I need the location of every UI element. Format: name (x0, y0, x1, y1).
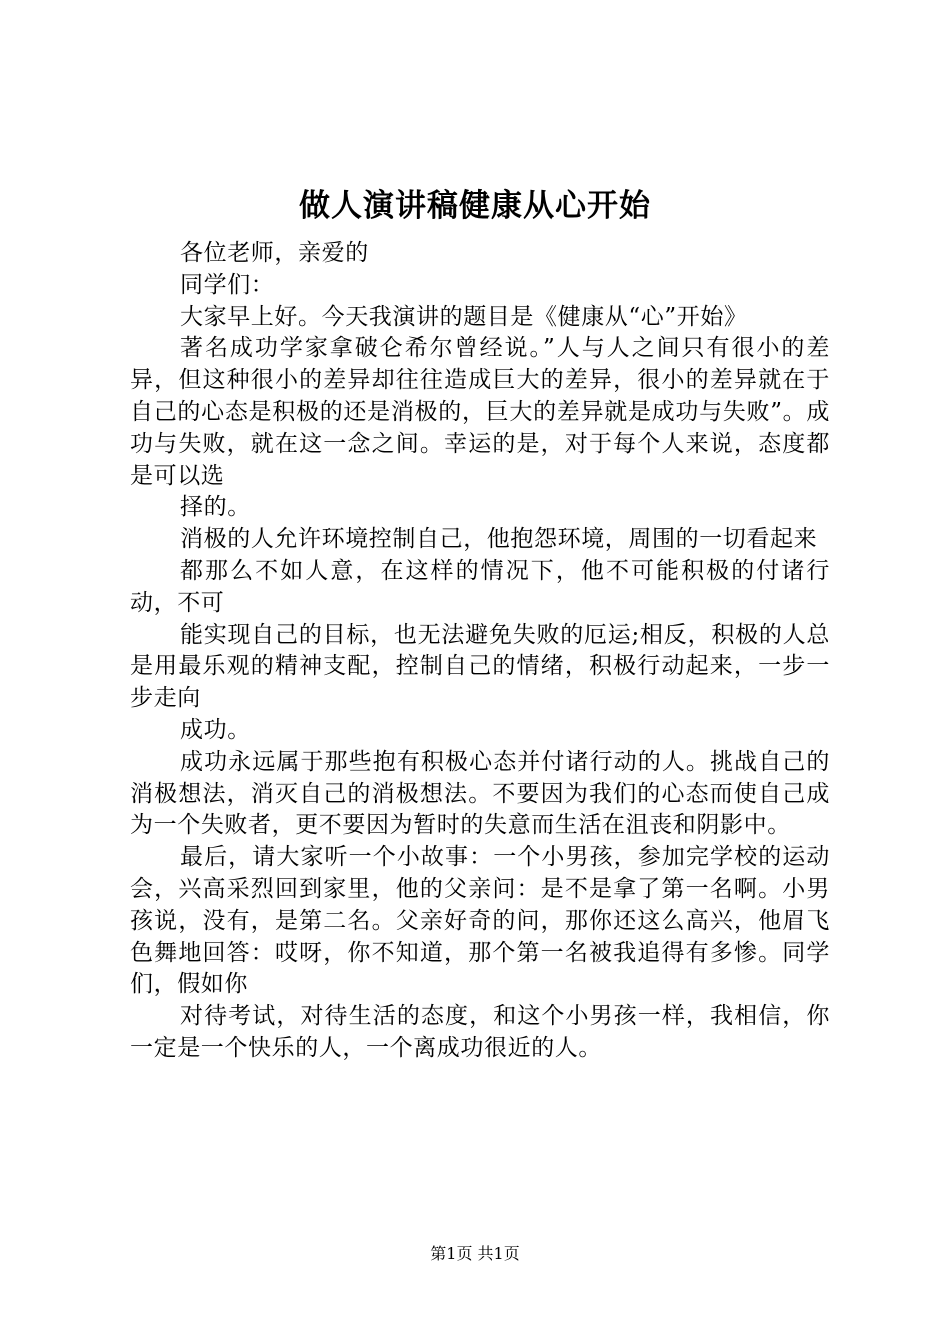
paragraph-success: 成功。 (180, 716, 251, 743)
paragraph-greeting-2: 同学们： (180, 271, 275, 298)
paragraph-negative-1: 消极的人允许环境控制自己，他抱怨环境，周围的一切看起来 (180, 526, 818, 553)
paragraph-greeting-1: 各位老师，亲爱的 (180, 240, 369, 266)
paragraph-conclusion: 对待考试，对待生活的态度，和这个小男孩一样，我相信，你一定是一个快乐的人，一个离成功很近的人。 (130, 1003, 830, 1061)
paragraph-positive: 能实现自己的目标，也无法避免失败的厄运;相反，积极的人总是用最乐观的精神支配，控制自己的情绪，积极行动起来，一步一步走向 (130, 621, 830, 712)
paragraph-quote: 著名成功学家拿破仑希尔曾经说。”人与人之间只有很小的差异，但这种很小的差异却往往造成巨大的差异，很小的差异就在于自己的心态是积极的还是消极的，巨大的差异就是成功与失败”。成功与失败，就在这一念之间。幸运的是，对于每个人来说，态度都是可以选 (130, 335, 830, 489)
paragraph-intro: 大家早上好。今天我演讲的题目是《健康从“心”开始》 (180, 303, 748, 330)
document-title: 做人演讲稿健康从心开始 (299, 188, 651, 224)
paragraph-story: 最后，请大家听一个小故事：一个小男孩，参加完学校的运动会，兴高采烈回到家里，他的父亲问：是不是拿了第一名啊。小男孩说，没有，是第二名。父亲好奇的问，那你还这么高兴，他眉飞色舞地回答：哎呀，你不知道，那个第一名被我追得有多惨。同学们，假如你 (130, 844, 830, 998)
paragraph-choice: 择的。 (180, 494, 251, 521)
document-body (130, 238, 830, 1065)
page-footer: 第1页 共1页 (430, 1244, 520, 1263)
paragraph-negative-2: 都那么不如人意，在这样的情况下，他不可能积极的付诸行动，不可 (130, 557, 830, 616)
paragraph-mindset: 成功永远属于那些抱有积极心态并付诸行动的人。挑战自己的消极想法，消灭自己的消极想法。不要因为我们的心态而使自己成为一个失败者，更不要因为暂时的失意而生活在沮丧和阴影中。 (130, 748, 830, 839)
